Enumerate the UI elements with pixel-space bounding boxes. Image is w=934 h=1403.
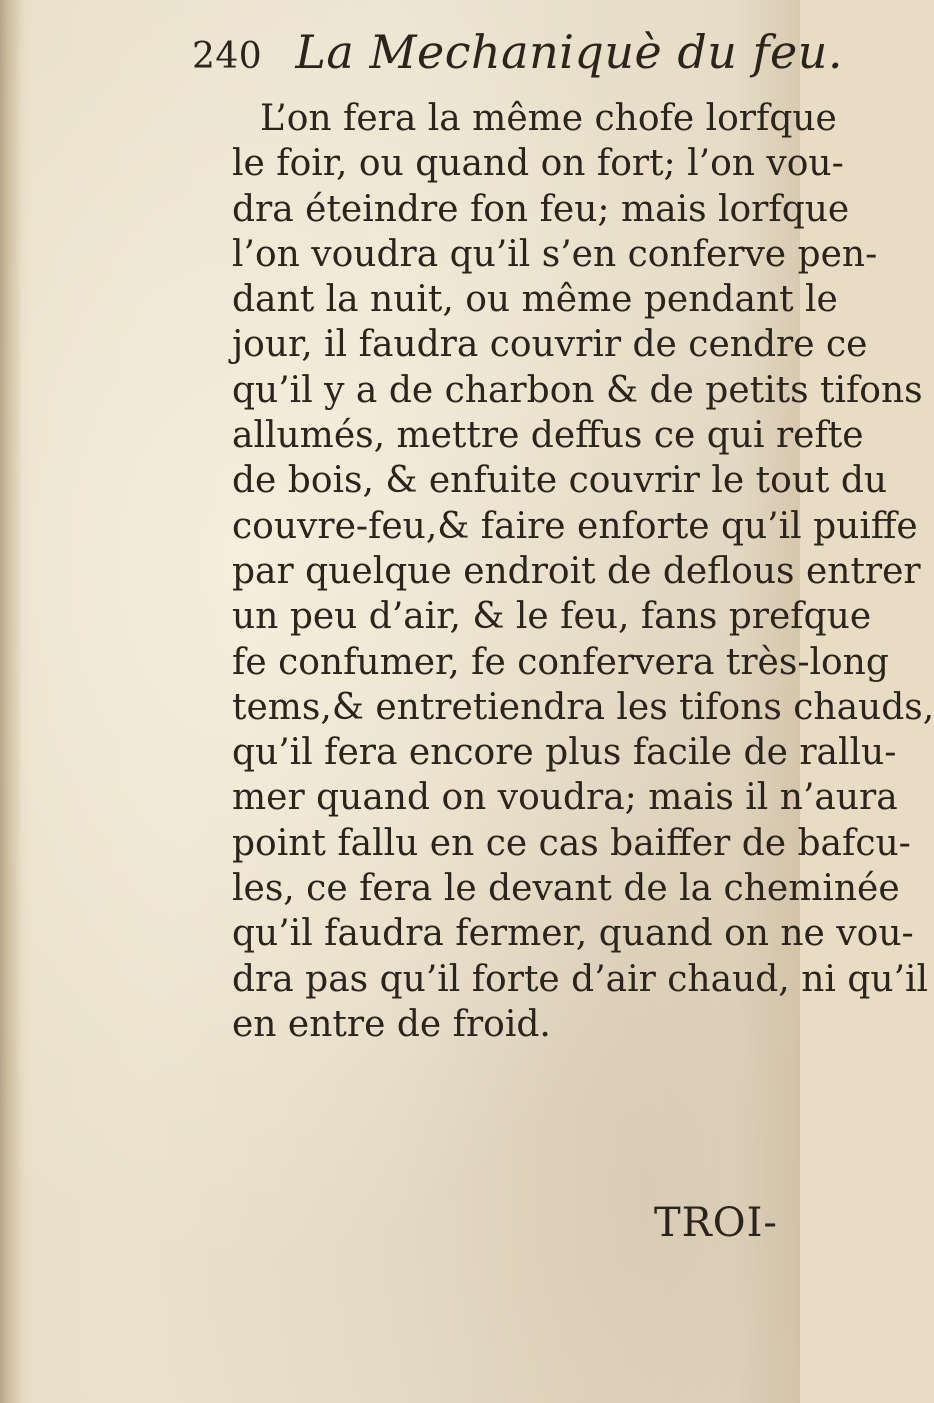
text-line: L’on fera la même chofe lorfque [260,98,837,139]
text-line: par quelque endroit de deflous entrer [232,550,921,592]
text-line: qu’il faudra fermer, quand on ne vou- [232,913,914,955]
running-title: La Mechaniquè du feu. [295,25,844,79]
text-line: point fallu en ce cas baiffer de bafcu- [232,822,911,864]
catchword: TROI- [654,1200,778,1246]
text-line: jour, il faudra couvrir de cendre ce [232,324,868,366]
text-line: en entre de froid. [232,1003,551,1045]
text-line: l’on voudra qu’il s’en conferve pen- [232,233,878,275]
text-line: tems,& entretiendra les tifons chauds, [232,686,934,728]
text-line: qu’il y a de charbon & de petits tifons [232,369,923,411]
text-line: dra éteindre fon feu; mais lorfque [232,188,850,230]
text-line: couvre-feu,& faire enforte qu’il puiffe [232,505,918,547]
text-line: fe confumer, fe confervera très-long [232,641,889,683]
text-line: allumés, mettre deffus ce qui refte [232,415,864,457]
running-head [192,22,843,87]
page-number: 240 [192,36,263,77]
text-line: dra pas qu’il forte d’air chaud, ni qu’il [232,958,929,1000]
page-gutter-edge [0,0,22,1403]
text-line: mer quand on voudra; mais il n’aura [232,777,898,819]
paragraph [232,96,934,1047]
text-line: un peu d’air, & le feu, fans prefque [232,596,872,638]
text-line: le foir, ou quand on fort; l’on vou- [232,143,844,185]
text-line: dant la nuit, ou même pendant le [232,279,838,321]
text-line: qu’il fera encore plus facile de rallu- [232,732,897,774]
text-line: les, ce fera le devant de la cheminée [232,868,900,910]
text-line: de bois, & enfuite couvrir le tout du [232,460,888,502]
